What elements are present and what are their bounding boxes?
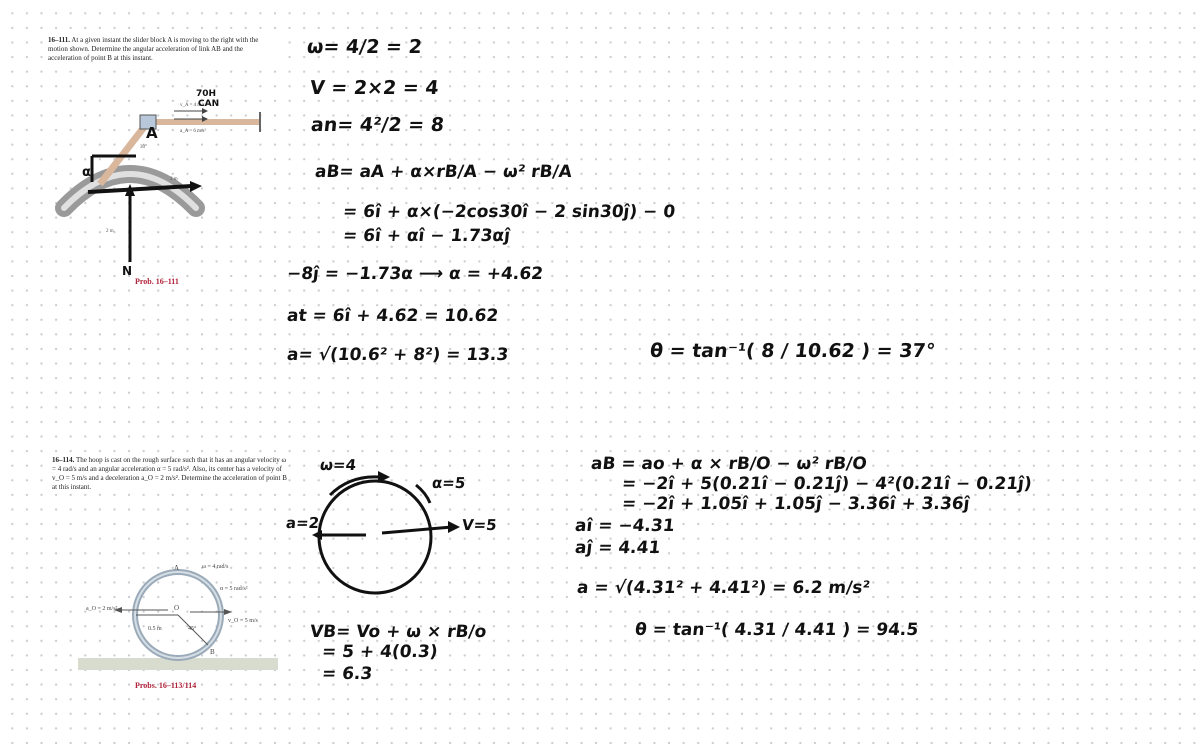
point-a-label: A [146,124,158,142]
work2-vb2: = 5 + 4(0.3) [320,642,439,662]
work1-line10: θ = tan⁻¹( 8 / 10.62 ) = 37° [648,340,937,362]
work2-ab4: aî = −4.31 [573,516,676,536]
a0-label: a_O = 2 m/s² [86,606,118,612]
radius-label: 2 m [106,229,114,234]
sketch-v-right: V=5 [461,516,498,534]
work1-line8: at = 6î + 4.62 = 10.62 [285,306,500,326]
work1-line7: −8ĵ = −1.73α ⟶ α = +4.62 [285,264,545,284]
problem-2-text [52,456,288,492]
radius-label-2: 0.5 m [148,626,162,632]
omega-label: ω = 4 rad/s [202,564,229,570]
slider-link-figure [52,80,277,285]
work1-line1: ω= 4/2 = 2 [305,36,423,58]
work2-ab6: a = √(4.31² + 4.41²) = 6.2 m/s² [575,578,871,598]
alpha-annotation: α [82,165,91,180]
sketch-a-left: a=2 [285,514,321,532]
work1-line9: a= √(10.6² + 8²) = 13.3 [285,345,510,365]
aa-label: a_A = 6 m/s² [180,129,206,134]
sketch-alpha: α=5 [431,474,467,492]
work2-vb3: = 6.3 [320,664,374,684]
work1-line5: = 6î + α×(−2cos30î − 2 sin30ĵ) − 0 [341,202,677,222]
hoop-point-a: A [174,564,180,572]
work1-line6: = 6î + αî − 1.73αĵ [341,226,511,246]
work2-ab1: aB = ao + α × rB/O − ω² rB/O [589,454,868,474]
alpha-label: α = 5 rad/s² [220,586,248,592]
work2-ab7: θ = tan⁻¹( 4.31 / 4.41 ) = 94.5 [633,620,920,640]
hoop-figure [78,560,278,680]
work2-ab3: = −2î + 1.05î + 1.05ĵ − 3.36î + 3.36ĵ [620,494,971,514]
work2-vb1: VB= Vo + ω × rB/o [308,622,488,642]
scribble-top: 70H [196,89,217,99]
hoop-point-o: O [174,604,180,612]
angle-label: 30° [140,145,147,150]
length-label: 2 m [170,177,178,182]
problem-1-caption: Prob. 16–111 [135,277,179,286]
problem-2-caption: Probs. 16–113/114 [135,681,197,690]
v0-label: v_O = 5 m/s [228,618,258,624]
sketch-omega: ω=4 [319,456,357,474]
problem-2-statement: The hoop is cast on the rough surface such that it has an angular velocity ω = 4 rad/s and an angular acceleration α = 5 rad/s². Also, its center has a velocity of v_O = 5 m/s and a deceleration a_O = 2 m/s². Determine the acceleration of point B at this instant. [52,456,287,491]
hoop-point-b: B [210,648,215,656]
problem-1-number: 16–111. [48,36,70,44]
va-label: v_A = 4 m/s [180,103,205,108]
problem-1-statement: At a given instant the slider block A is moving to the right with the motion shown. Determine the angular acceleration of link AB and the acceleration of point B at this instant. [48,36,259,62]
work1-line2: V = 2×2 = 4 [308,77,440,99]
work2-ab5: aĵ = 4.41 [573,538,662,558]
normal-force-label: N [122,264,133,278]
work1-line4: aB= aA + α×rB/A − ω² rB/A [313,162,573,182]
problem-2-number: 16–114. [52,456,75,464]
work1-line3: an= 4²/2 = 8 [309,114,446,136]
scribble-bottom: CAN [198,99,220,109]
work2-ab2: = −2î + 5(0.21î − 0.21ĵ) − 4²(0.21î − 0.21ĵ) [620,474,1033,494]
problem-1-text [48,36,278,63]
angle-label-2: 45° [188,626,197,632]
